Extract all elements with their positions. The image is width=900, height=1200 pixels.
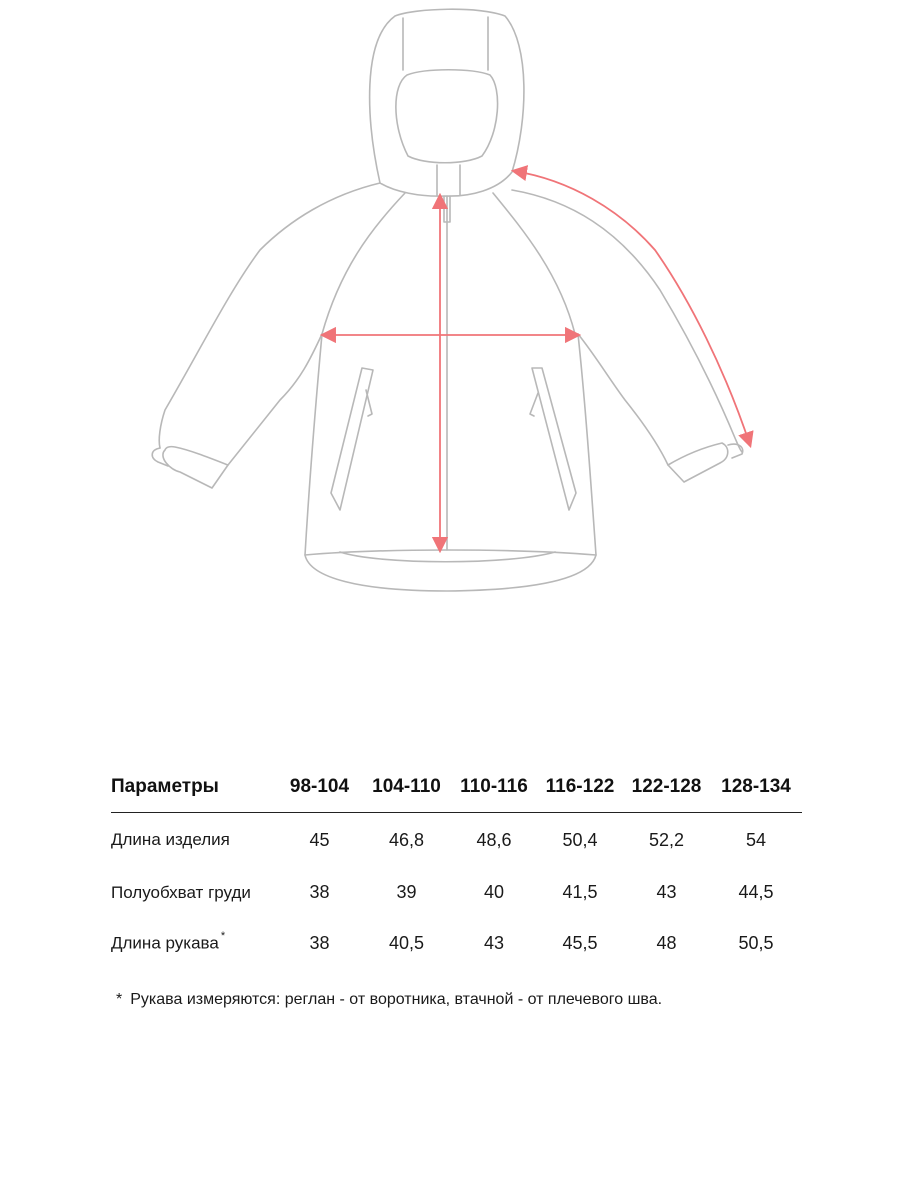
row-label <box>111 813 277 868</box>
measurement-arrows <box>323 171 750 550</box>
left-pocket-flap <box>366 390 372 416</box>
right-raglan-seam <box>493 193 575 334</box>
body-left-side <box>305 334 322 555</box>
left-pocket <box>331 368 373 510</box>
left-sleeve <box>159 183 380 448</box>
row-label-text: Длина рукава <box>111 933 219 953</box>
left-raglan-seam <box>322 193 405 334</box>
header-size: 98-104 <box>277 762 362 813</box>
table-cell: 38 <box>309 882 330 902</box>
footnote-marker: * <box>116 991 123 1008</box>
header-size: 104-110 <box>362 762 451 813</box>
row-label <box>111 918 277 969</box>
table-cell: 50,5 <box>738 933 774 953</box>
footnote-asterisk: * <box>220 930 226 943</box>
collar <box>437 165 460 195</box>
table-cell: 54 <box>745 829 767 850</box>
right-sleeve <box>512 190 742 452</box>
header-parameters: Параметры <box>111 762 277 813</box>
hood-inner <box>396 70 498 163</box>
footnote <box>116 991 662 1009</box>
body-right-side <box>578 334 596 555</box>
row-label-text: Полуобхват груди <box>111 882 251 902</box>
table-cell: 40 <box>483 882 505 902</box>
table-cell: 48,6 <box>476 829 512 850</box>
hem <box>305 550 596 591</box>
left-cuff <box>163 447 228 488</box>
table-cell: 43 <box>483 933 505 953</box>
table-row <box>111 813 802 868</box>
header-size: 128-134 <box>710 762 802 813</box>
right-pocket-flap <box>530 393 538 416</box>
table-cell: 46,8 <box>388 829 425 850</box>
header-size: 110-116 <box>451 762 537 813</box>
table-cell: 44,5 <box>738 882 774 902</box>
row-label-text: Длина изделия <box>111 830 230 849</box>
right-sleeve-under <box>578 334 668 465</box>
hood-outer <box>370 9 524 196</box>
right-pocket <box>532 368 576 510</box>
footnote-text: Рукава измеряются: реглан - от воротника, втачной - от плечевого шва. <box>130 991 663 1008</box>
hem-inner <box>340 552 555 562</box>
table-cell: 40,5 <box>388 933 425 953</box>
size-table <box>111 762 802 969</box>
jacket-outline <box>152 9 742 591</box>
table-cell: 45,5 <box>562 933 598 953</box>
table-row <box>111 867 802 918</box>
table-cell: 45 <box>309 829 330 850</box>
row-label <box>111 867 277 918</box>
table-row <box>111 918 802 969</box>
header-size: 116-122 <box>537 762 623 813</box>
sleeve-arrow <box>514 171 750 445</box>
table-cell: 48 <box>656 933 677 953</box>
table-cell: 52,2 <box>648 829 685 850</box>
table-cell: 39 <box>396 882 417 902</box>
left-sleeve-under <box>228 334 322 465</box>
header-size: 122-128 <box>623 762 710 813</box>
table-cell: 50,4 <box>562 829 598 850</box>
table-cell: 41,5 <box>562 882 598 902</box>
table-header-row <box>111 762 802 813</box>
table-cell: 43 <box>656 882 677 902</box>
table-cell: 38 <box>309 933 330 953</box>
right-cuff <box>668 443 728 482</box>
